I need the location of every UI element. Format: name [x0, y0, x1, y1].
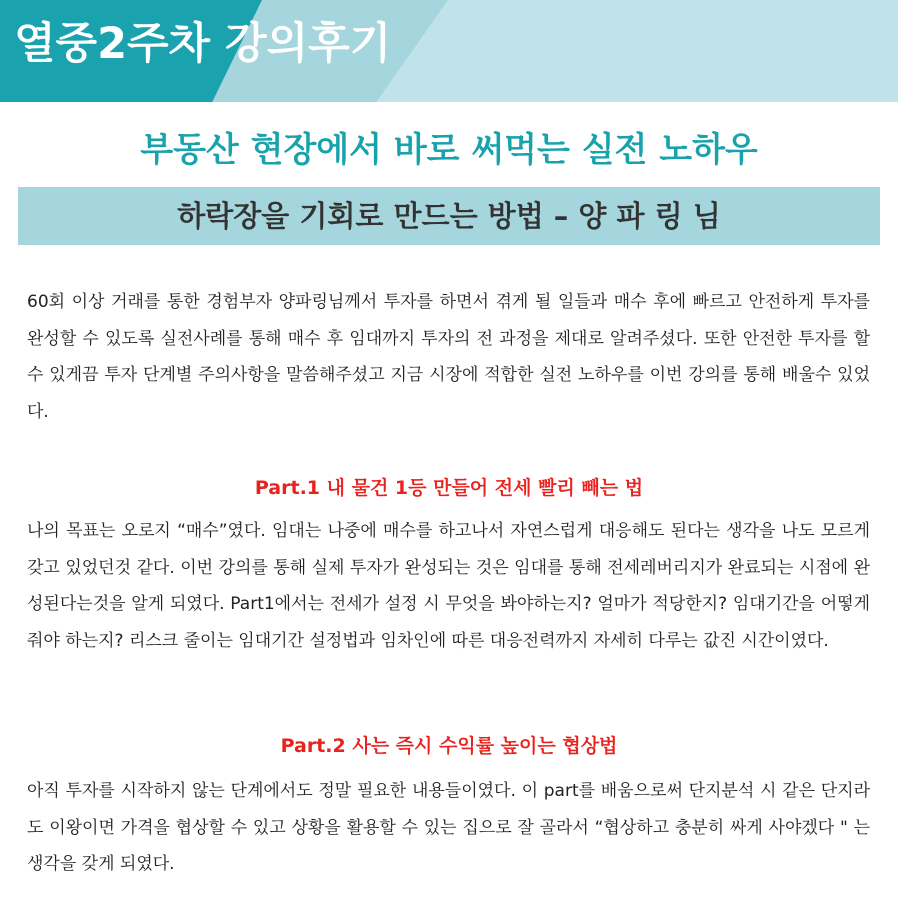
page-title: 열중2주차 강의후기	[14, 19, 392, 69]
part2-heading: Part.2 사는 즉시 수익률 높이는 협상법	[280, 735, 618, 757]
intro-paragraph: 60회 이상 거래를 통한 경험부자 양파링님께서 투자를 하면서 겪게 될 일들과 매수 후에 빠르고 안전하게 투자를 완성할 수 있도록 실전사례를 통해 매수 후 임대까지 투자의 전 과정을 제대로 알려주셨다. 또한 안전한 투자를 할수 있게끔 투자 단계별 주의사항을 말씀해주셨고 지금 시장에 적합한 실전 노하우를 이번 강의를 통해 배울수 있었다.	[27, 292, 870, 422]
speaker-band	[18, 187, 880, 245]
part2-paragraph: 아직 투자를 시작하지 않는 단계에서도 정말 필요한 내용들이였다. 이 part를 배움으로써 단지분석 시 같은 단지라도 이왕이면 가격을 협상할 수 있고 상황을 활용할 수 있는 집으로 잘 골라서 “협상하고 충분히 싸게 사야겠다 " 는 생각을 갖게 되였다.	[27, 781, 870, 874]
speaker-title: 하락장을 기회로 만드는 방법 – 양 파 링 님	[177, 199, 721, 233]
part1-paragraph: 나의 목표는 오로지 “매수”였다. 임대는 나중에 매수를 하고나서 자연스럽게 대응해도 된다는 생각을 나도 모르게 갖고 있었던것 같다. 이번 강의를 통해 실제 투자가 완성되는 것은 임대를 통해 전세레버리지가 완료되는 시점에 완성된다는것을 알게 되였다. Part1에서는 전세가 설정 시 무엇을 봐야하는지? 얼마가 적당한지? 임대기간을 어떻게 줘야 하는지? 리스크 줄이는 임대기간 설정법과 임차인에 따른 대응전력까지 자세히 다루는 값진 시간이였다.	[27, 521, 870, 651]
title-banner	[0, 0, 898, 102]
part1-heading: Part.1 내 물건 1등 만들어 전세 빨리 빼는 법	[254, 477, 644, 499]
lecture-subtitle: 부동산 현장에서 바로 써먹는 실전 노하우	[140, 130, 758, 170]
